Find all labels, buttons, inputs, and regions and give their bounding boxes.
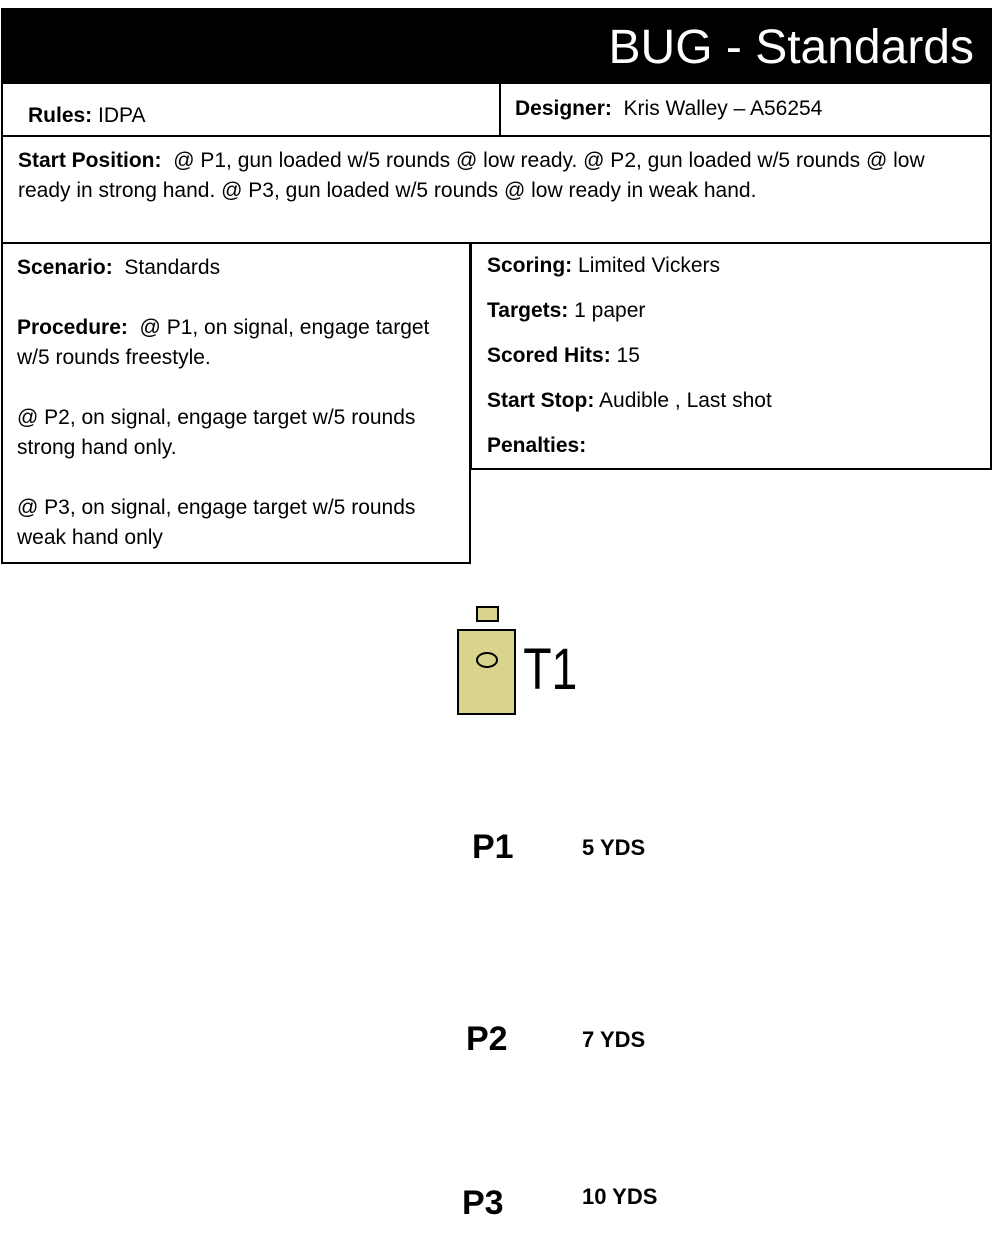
designer-box xyxy=(499,82,992,137)
scenario-field xyxy=(17,253,457,283)
start-stop-label: Start Stop: xyxy=(487,389,595,412)
page-title: BUG - Standards xyxy=(608,21,974,74)
rules-field xyxy=(28,101,146,131)
target-head-marker xyxy=(477,607,498,621)
position-p3-distance: 10 YDS xyxy=(582,1184,658,1209)
scenario-label: Scenario: xyxy=(17,256,113,279)
scenario-value: Standards xyxy=(124,256,221,279)
start-position-field xyxy=(18,146,973,206)
target-label: T1 xyxy=(523,637,578,703)
rules-box xyxy=(1,82,501,137)
procedure-label: Procedure: xyxy=(17,316,128,339)
target-t1-diagram xyxy=(440,598,580,728)
targets-field xyxy=(487,296,645,326)
position-p2-distance: 7 YDS xyxy=(582,1027,646,1052)
procedure-field xyxy=(17,313,457,373)
scored-hits-field xyxy=(487,341,640,371)
position-p1-distance: 5 YDS xyxy=(582,835,646,860)
start-position-box xyxy=(1,135,992,244)
rules-value: IDPA xyxy=(98,104,146,127)
scoring-label: Scoring: xyxy=(487,254,573,277)
position-p1-label: P1 xyxy=(472,828,514,866)
procedure-p3: @ P3, on signal, engage target w/5 rounds weak hand only xyxy=(17,496,416,549)
start-position-label: Start Position: xyxy=(18,149,162,172)
rules-label: Rules: xyxy=(28,104,93,127)
scoring-field xyxy=(487,251,720,281)
position-p2-label: P2 xyxy=(466,1020,508,1058)
scored-hits-value: 15 xyxy=(616,344,640,367)
title-bar xyxy=(1,8,992,84)
procedure-p2: @ P2, on signal, engage target w/5 rounds strong hand only. xyxy=(17,406,416,459)
paper-target xyxy=(458,630,515,714)
targets-label: Targets: xyxy=(487,299,569,322)
penalties-label: Penalties: xyxy=(487,434,587,457)
penalties-field xyxy=(487,431,586,461)
designer-field xyxy=(515,94,822,124)
designer-label: Designer: xyxy=(515,97,612,120)
start-stop-field xyxy=(487,386,772,416)
start-position-value: @ P1, gun loaded w/5 rounds @ low ready. @ P2, gun loaded w/5 rounds @ low ready in strong hand. @ P3, gun loaded w/5 rounds @ low ready in weak hand. xyxy=(18,149,925,202)
scoring-value: Limited Vickers xyxy=(578,254,721,277)
targets-value: 1 paper xyxy=(574,299,646,322)
designer-value: Kris Walley – A56254 xyxy=(623,97,823,120)
procedure-p1: @ P1, on signal, engage target w/5 rounds freestyle. xyxy=(17,316,430,369)
position-p3-label: P3 xyxy=(462,1184,504,1222)
start-stop-value: Audible , Last shot xyxy=(599,389,772,412)
scenario-content xyxy=(17,253,457,553)
scoring-box xyxy=(470,242,992,470)
scenario-box xyxy=(1,242,471,564)
scored-hits-label: Scored Hits: xyxy=(487,344,611,367)
